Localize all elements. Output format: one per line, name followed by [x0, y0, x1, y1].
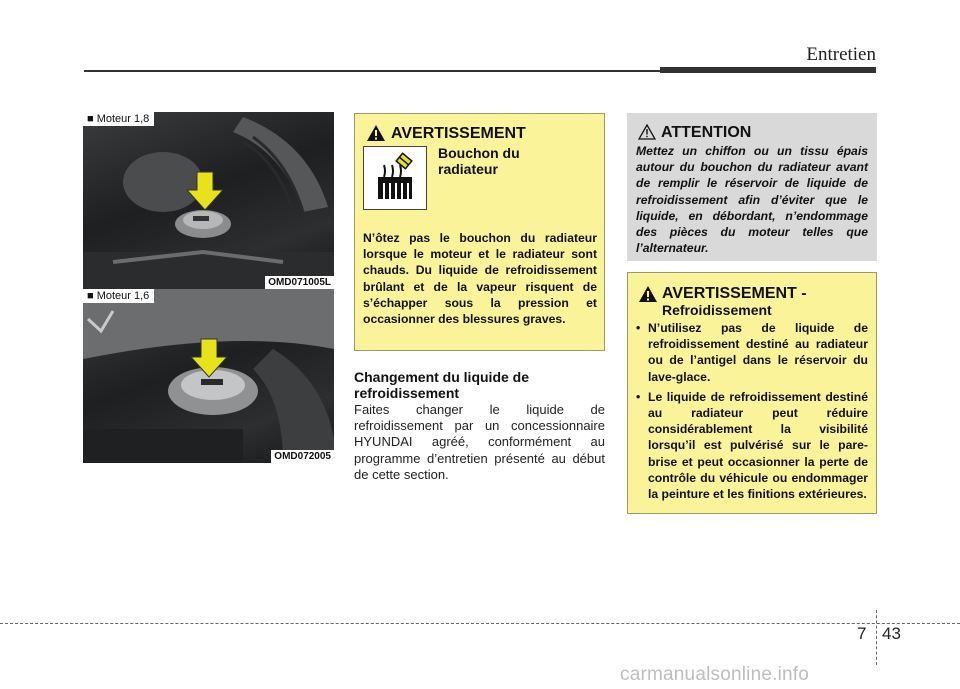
- page-number: 43: [882, 624, 901, 643]
- photo-label-1: ■ Moteur 1,8: [83, 112, 154, 126]
- list-item: • N’utilisez pas de liquide de refroidissement destiné au radiateur ou de l’antigel dans le réservoir du lave-glace.: [636, 320, 868, 385]
- photo-label-2: ■ Moteur 1,6: [83, 289, 154, 303]
- list-item: • Le liquide de refroidissement destiné au radiateur peut réduire considérablement la visibilité lorsqu’il est pulvérisé sur le pare-brise et peut occasionner la perte de contrôle du véhicule ou endommager la peinture et les finitions extérieures.: [636, 389, 868, 502]
- header-title: Entretien: [806, 44, 876, 65]
- page-chapter-number: 7: [857, 624, 867, 643]
- caution-triangle-icon: [638, 124, 656, 140]
- header-rule-thick: [660, 67, 876, 73]
- radiator-cap-warning-icon: [363, 146, 427, 210]
- photo-code-2: OMD072005: [271, 450, 334, 463]
- warning-radiator-title: AVERTISSEMENT: [391, 125, 526, 142]
- section-heading: Changement du liquide de refroidissement: [354, 369, 530, 401]
- engine-photo-1-6: [83, 289, 334, 463]
- warning-radiator-subtitle-1: Bouchon du: [438, 145, 520, 161]
- watermark: carmanualsonline.info: [620, 664, 810, 685]
- footer-rule: [0, 623, 960, 624]
- engine-illustration-1: [83, 112, 334, 289]
- warning-cooling-subtitle: Refroidissement: [662, 302, 772, 318]
- header-rule: [84, 70, 660, 72]
- warning-radiator-body: N’ôtez pas le bouchon du radiateur lorsque le moteur et le radiateur sont chauds. Du liquide de refroidissement brûlant et de la vapeur risquent de s’échapper sous la pression et occasionner des blessures graves.: [363, 231, 597, 327]
- engine-photo-1-8: [83, 112, 334, 289]
- warning-triangle-icon: [638, 285, 658, 303]
- attention-title: ATTENTION: [661, 124, 752, 141]
- warning-cooling-title: AVERTISSEMENT -: [662, 285, 807, 302]
- footer-divider: [876, 610, 877, 665]
- warning-cooling-list: [636, 320, 868, 506]
- engine-illustration-2: [83, 289, 334, 463]
- photo-code-1: OMD071005L: [265, 276, 334, 289]
- warning-radiator-subtitle-2: radiateur: [438, 161, 498, 177]
- warning-triangle-icon: [366, 124, 386, 142]
- section-body: Faites changer le liquide de refroidissement par un concessionnaire HYUNDAI agréé, conformément au programme d’entretien présenté au début de cette section.: [354, 402, 605, 482]
- attention-body: Mettez un chiffon ou un tissu épais autour du bouchon du radiateur avant de remplir le réservoir de liquide de refroidissement afin d’éviter que le liquide, en débordant, n’endommage des pièces du moteur telles que l’alternateur.: [636, 144, 868, 256]
